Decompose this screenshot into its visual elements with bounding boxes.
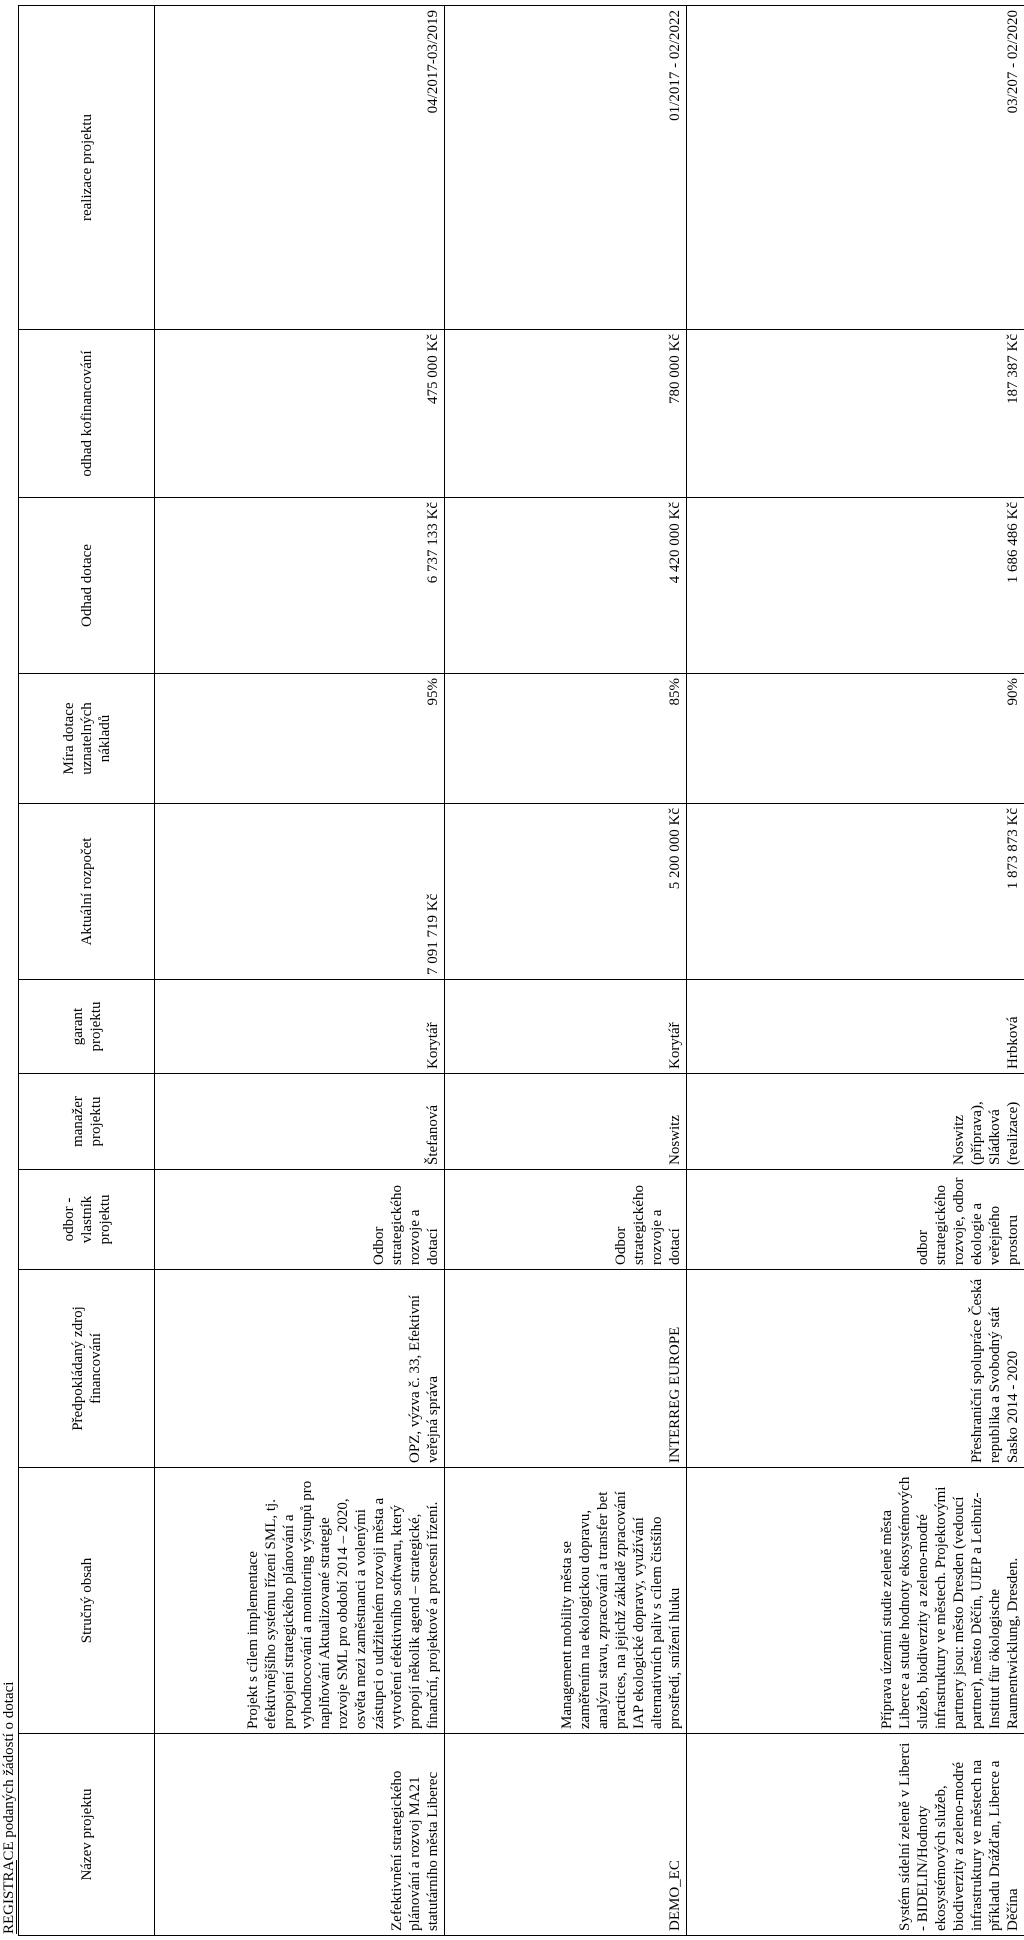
header-rate: Míra dotace uznatelných nákladů: [19, 674, 155, 804]
funding-source-cell: INTERREG EUROPE: [445, 1270, 687, 1468]
period-cell: 04/2017-03/2019: [155, 6, 445, 330]
table-row: [155, 6, 445, 1936]
department-cell: Odbor strategického rozvoje a dotací: [155, 1170, 445, 1270]
registration-table: [18, 5, 1024, 1936]
budget-cell: 1 873 873 Kč: [687, 804, 1024, 980]
header-manager: manažer projektu: [19, 1074, 155, 1170]
header-cofinancing: odhad kofinancování: [19, 330, 155, 498]
header-guarantor: garant projektu: [19, 980, 155, 1074]
rate-cell: 85%: [445, 674, 687, 804]
cofinancing-cell: 780 000 Kč: [445, 330, 687, 498]
document-title: REGISTRACE podaných žádostí o dotaci: [1, 1681, 17, 1934]
funding-source-cell: Přeshraniční spolupráce Česká republika a Svobodný stát Sasko 2014 - 2020: [687, 1270, 1024, 1468]
header-period: realizace projektu: [19, 6, 155, 330]
department-cell: Odbor strategického rozvoje a dotací: [445, 1170, 687, 1270]
budget-cell: 7 091 719 Kč: [155, 804, 445, 980]
project-name-cell: Zefektivnění strategického plánování a rozvoj MA21 statutárního města Liberec: [155, 1734, 445, 1936]
project-name-cell: DEMO_EC: [445, 1734, 687, 1936]
grant-cell: 6 737 133 Kč: [155, 498, 445, 674]
budget-cell: 5 200 000 Kč: [445, 804, 687, 980]
department-cell: odbor strategického rozvoje, odbor ekologie a veřejného prostoru: [687, 1170, 1024, 1270]
project-name-cell: Systém sídelní zeleně v Liberci - BIDELIN/Hodnoty ekosystémových služeb, biodiverzity a zeleno-modré infrastruktury ve městech na příkladu Drážďan, Liberce a Děčína: [687, 1734, 1024, 1936]
guarantor-cell: Hrbková: [687, 980, 1024, 1074]
header-funding-source: Předpokládaný zdroj financování: [19, 1270, 155, 1468]
manager-cell: Štefanová: [155, 1074, 445, 1170]
guarantor-cell: Korytář: [155, 980, 445, 1074]
manager-cell: Noswitz (příprava), Sládková (realizace): [687, 1074, 1024, 1170]
header-name: Název projektu: [19, 1734, 155, 1936]
period-cell: 03/207 - 02/2020: [687, 6, 1024, 330]
summary-cell: Projekt s cílem implementace efektivnějšího systému řízení SML, tj. propojení strategického plánování a vyhodnocování a monitoring výstupů pro naplňování Aktualizované strategie rozvoje SML pro období 2014 – 2020, osvěta mezi zaměstnanci a volenými zástupci o udržitelném rozvoji města a vytvoření efektivního softwaru, který propojí několik agend – strategické, finanční, projektové a procesní řízení.: [155, 1468, 445, 1734]
cofinancing-cell: 475 000 Kč: [155, 330, 445, 498]
header-department: odbor - vlastník projektu: [19, 1170, 155, 1270]
funding-source-cell: OPZ, výzva č. 33, Efektivní veřejná správa: [155, 1270, 445, 1468]
summary-cell: Příprava územní studie zeleně města Liberce a studie hodnoty ekosystémových služeb, biodiverzity a zeleno-modré infrastruktury ve městech. Projektovými partnery jsou: město Dresden (vedoucí partner), město Děčín, UJEP a Leibniz-Institut für ökologische Raumentwicklung, Dresden.: [687, 1468, 1024, 1734]
rate-cell: 90%: [687, 674, 1024, 804]
period-cell: 01/2017 - 02/2022: [445, 6, 687, 330]
grant-cell: 4 420 000 Kč: [445, 498, 687, 674]
header-budget: Aktuální rozpočet: [19, 804, 155, 980]
header-grant: Odhad dotace: [19, 498, 155, 674]
table-row: [687, 6, 1024, 1936]
rate-cell: 95%: [155, 674, 445, 804]
table-row: [445, 6, 687, 1936]
grant-cell: 1 686 486 Kč: [687, 498, 1024, 674]
header-row: [19, 6, 155, 1936]
header-summary: Stručný obsah: [19, 1468, 155, 1734]
guarantor-cell: Korytář: [445, 980, 687, 1074]
summary-cell: Management mobility města se zaměřením na ekologickou dopravu, analýzu stavu, zpracování a transfer bet practices, na jejichž základě zpracování IAP ekologické dopravy, využívání alternativních paliv s cílem čistšího prostředí, snížení hluku: [445, 1468, 687, 1734]
manager-cell: Noswitz: [445, 1074, 687, 1170]
cofinancing-cell: 187 387 Kč: [687, 330, 1024, 498]
